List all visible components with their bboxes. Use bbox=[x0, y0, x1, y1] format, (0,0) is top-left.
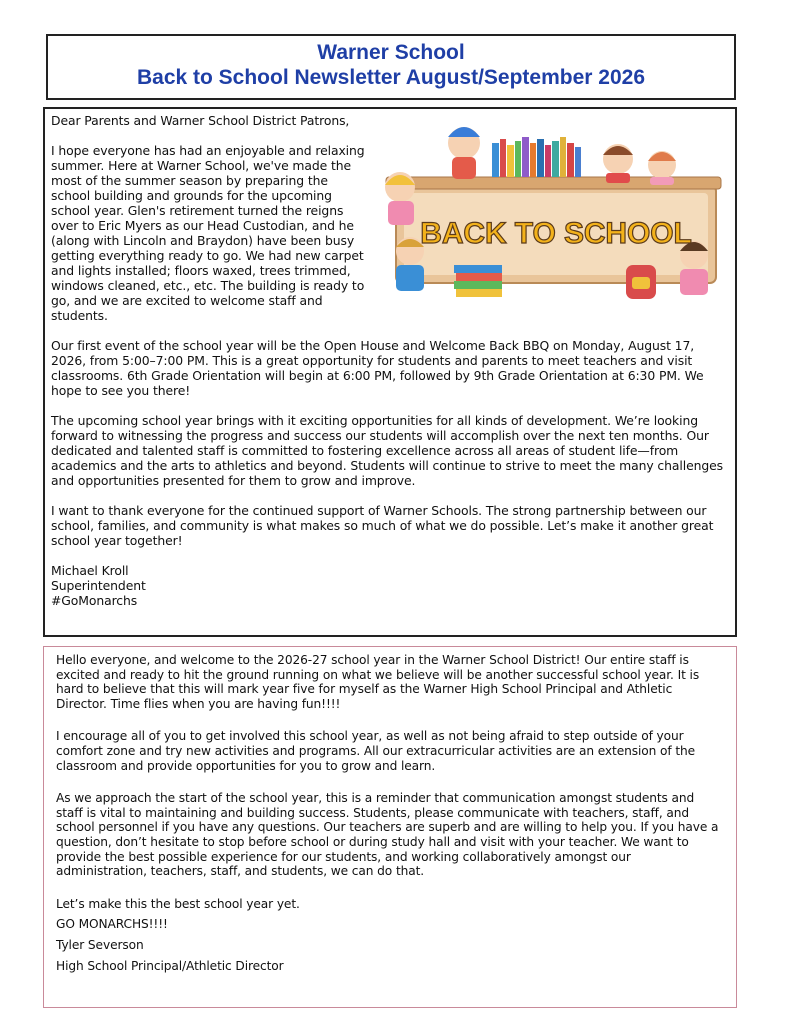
book-stack-icon bbox=[454, 265, 502, 297]
child-figure-icon bbox=[648, 151, 676, 185]
letter-greeting: Dear Parents and Warner School District Patrons, bbox=[51, 113, 350, 128]
superintendent-letter bbox=[43, 107, 737, 637]
letter-closing: Let’s make this the best school year yet. bbox=[56, 896, 300, 911]
school-name: Warner School bbox=[317, 41, 465, 64]
newsletter-title: Back to School Newsletter August/September 2026 bbox=[136, 66, 646, 89]
letter-paragraph: Our first event of the school year will be the Open House and Welcome Back BBQ on Monday, August 17, 2026, from 5:00–7:00 PM. This is a great opportunity for students and parents to meet teachers and visit classrooms. 6th Grade Orientation will begin at 6:00 PM, followed by 9th Grade Orientation at 6:30 PM. We hope to see you there! bbox=[51, 338, 704, 398]
back-to-school-banner-text: BACK TO SCHOOL bbox=[420, 217, 692, 250]
letter-paragraph: Hello everyone, and welcome to the 2026-27 school year in the Warner School District! Our entire staff is excited and ready to hit the ground running on what we believe will be another successful school year. It is hard to believe that this will mark year five for myself as the Warner High School Principal and Athletic Director. Time flies when you are having fun!!!! bbox=[56, 653, 700, 711]
letter-paragraph: As we approach the start of the school year, this is a reminder that communication amongst students and staff is vital to maintaining and building success. Students, please communicate with teachers, staff, and school personnel if you have any questions. Our teachers are superb and are willing to help you. If you have a question, don’t hesitate to stop before school or during study hall and visit with your teacher. We want to provide the best possible experience for our students, and working collaboratively amongst our administration, teachers, staff, and students, we can do that. bbox=[56, 791, 719, 879]
child-figure-icon bbox=[448, 127, 480, 179]
letter-cheer: GO MONARCHS!!!! bbox=[56, 917, 168, 932]
newsletter-header bbox=[46, 34, 736, 100]
letter-paragraph: I encourage all of you to get involved this school year, as well as not being afraid to step outside of your comfort zone and try new activities and programs. All our extracurricular activities are an extension of the classroom and provide opportunities for you to grow and learn. bbox=[56, 729, 696, 773]
signature-title: High School Principal/Athletic Director bbox=[56, 958, 284, 973]
letter-paragraph: I want to thank everyone for the continued support of Warner Schools. The strong partnership between our school, families, and community is what makes so much of what we do possible. Let’s make it another great school year together! bbox=[51, 503, 714, 548]
backpack-icon bbox=[626, 265, 656, 299]
principal-letter bbox=[43, 646, 737, 1008]
letter-paragraph: The upcoming school year brings with it exciting opportunities for all kinds of development. We’re looking forward to witnessing the progress and success our students will accomplish over the next ten months. Our dedicated and talented staff is committed to fostering excellence across all areas of student life—from academics and the arts to athletics and beyond. Students will continue to strive to meet the many challenges and opportunities presented for them to grow and improve. bbox=[51, 413, 723, 488]
letter-paragraph: I hope everyone has had an enjoyable and relaxing summer. Here at Warner School, we've made the most of the summer season by preparing the school building and grounds for the upcoming school year. Glen's retirement turned the reigns over to Eric Myers as our Head Custodian, and he (along with Lincoln and Braydon) have been busy getting everything ready to go. We had new carpet and lights installed; floors waxed, trees trimmed, windows cleaned, etc., etc. The building is ready to go, and we are excited to welcome staff and students. bbox=[51, 143, 365, 323]
books-icon bbox=[492, 137, 581, 177]
signature-name: Tyler Severson bbox=[56, 937, 144, 952]
signature-title: Superintendent bbox=[51, 578, 146, 593]
child-figure-icon bbox=[603, 144, 633, 183]
signature-name: Michael Kroll bbox=[51, 563, 129, 578]
signature-hashtag: #GoMonarchs bbox=[51, 593, 138, 608]
back-to-school-illustration bbox=[376, 115, 731, 323]
